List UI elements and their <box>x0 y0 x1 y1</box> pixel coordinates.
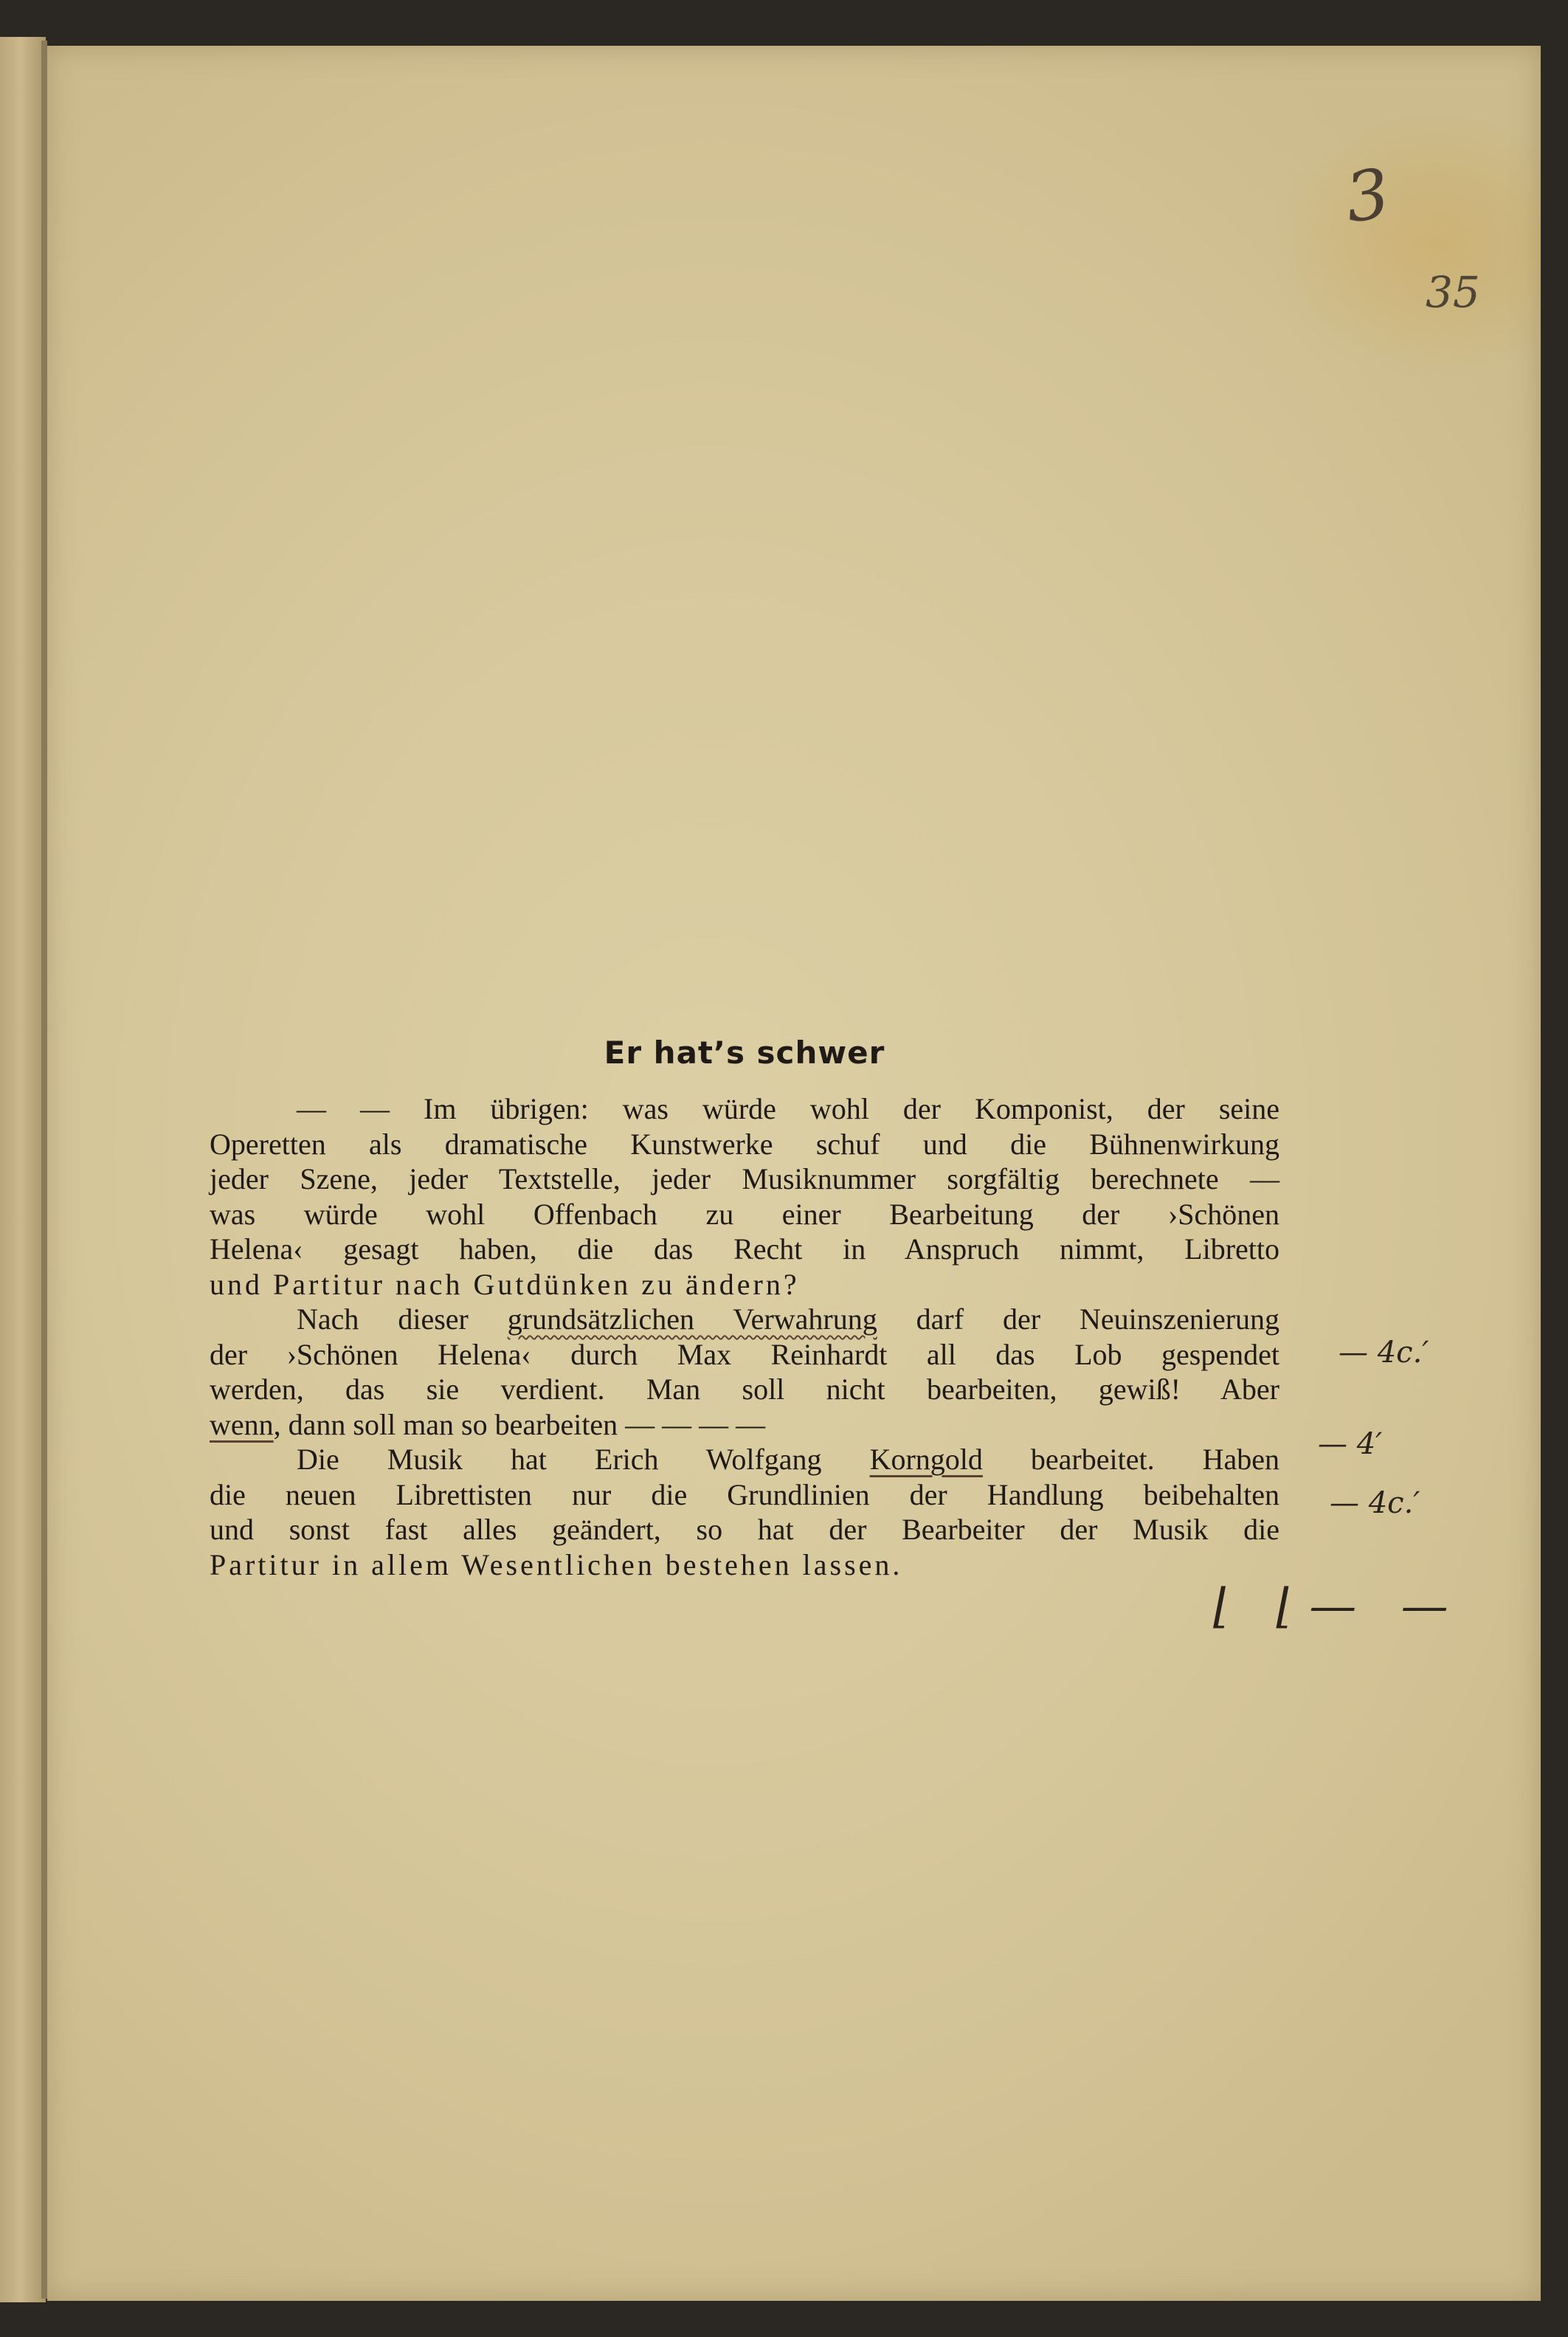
article <box>210 1035 1279 1582</box>
pencil-folio-number: 3 <box>1340 153 1395 238</box>
text-run: , dann soll man so bearbeiten — — — — <box>273 1407 766 1441</box>
text-run: Die Musik hat Erich Wolfgang <box>297 1443 870 1476</box>
text-run: Nach dieser <box>297 1302 508 1336</box>
text-line: was würde wohl Offenbach zu einer Bearbeitung der ›Schönen <box>210 1197 1279 1231</box>
text-line: Operetten als dramatische Kunstwerke schuf und die Bühnenwirkung <box>210 1127 1279 1161</box>
text-line: und Partitur nach Gutdünken zu ändern? <box>210 1267 800 1301</box>
margin-mark: — 4c.′ <box>1330 1486 1420 1520</box>
text-line: und sonst fast alles geändert, so hat der Bearbeiter der Musik die <box>210 1513 1279 1546</box>
pencil-page-number: 35 <box>1426 267 1480 317</box>
text-line: der ›Schönen Helena‹ durch Max Reinhardt all das Lob gespendet <box>210 1337 1279 1371</box>
text-run: bearbeitet. Haben <box>982 1443 1279 1476</box>
margin-mark: — 4c.′ <box>1339 1336 1429 1370</box>
text-line: werden, das sie verdient. Man soll nicht bearbeiten, gewiß! Aber <box>210 1373 1279 1406</box>
end-bracket-mark: ⌊ ⌊— — <box>1213 1579 1463 1634</box>
article-title: Er hat’s schwer <box>604 1035 885 1071</box>
binding-shadow <box>41 41 47 2299</box>
margin-mark: — 4′ <box>1318 1427 1383 1461</box>
text-line: — — Im übrigen: was würde wohl der Komponist, der seine <box>297 1092 1279 1125</box>
text-line: jeder Szene, jeder Textstelle, jeder Musiknummer sorgfältig berechnete — <box>210 1162 1279 1195</box>
text-line <box>210 1407 1279 1443</box>
text-run: darf der Neuinszenierung <box>877 1302 1280 1336</box>
text-line: Partitur in allem Wesentlichen bestehen lassen. <box>210 1547 903 1581</box>
facing-page-edge <box>0 37 46 2302</box>
text-line: die neuen Librettisten nur die Grundlinien der Handlung beibehalten <box>210 1477 1279 1511</box>
text-line: Helena‹ gesagt haben, die das Recht in Anspruch nimmt, Libretto <box>210 1232 1279 1266</box>
underlined-phrase: grundsätzlichen Verwahrung <box>507 1302 877 1336</box>
text-line <box>210 1442 1279 1477</box>
underlined-word: wenn <box>210 1407 274 1441</box>
paper-page <box>47 46 1541 2301</box>
text-line <box>210 1302 1279 1337</box>
underlined-word: Korngold <box>869 1443 983 1476</box>
